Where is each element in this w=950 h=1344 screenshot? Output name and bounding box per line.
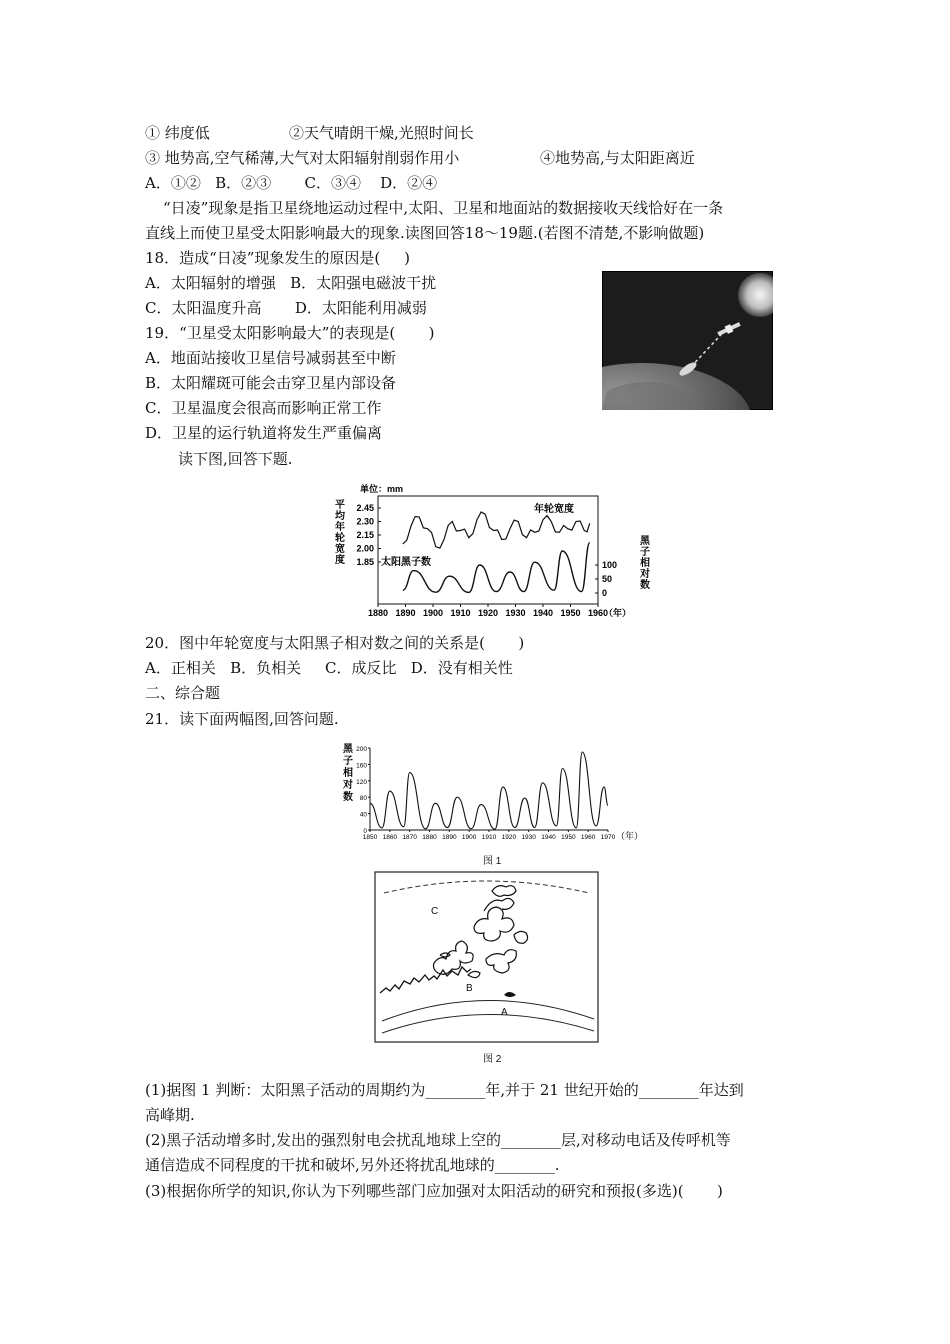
left-tick-label: 2.00	[356, 543, 374, 554]
fig1-y-tick-label: 40	[359, 811, 367, 819]
x-axis-unit: （年）	[604, 608, 632, 618]
satellite-photo	[602, 271, 773, 410]
fig1-axis-label-char: 黑	[343, 744, 353, 755]
q17-option-2: ②天气晴朗干燥,光照时间长	[289, 124, 474, 142]
fig1-x-tick-label: 1920	[501, 834, 517, 841]
left-axis-label-char: 平	[335, 500, 345, 511]
x-tick-label: 1950	[560, 608, 581, 618]
q20-choices: A．正相关 B．负相关 C．成反比 D．没有相关性	[145, 659, 513, 677]
right-axis-label-char: 数	[640, 580, 650, 591]
fig1-axis-label-char: 子	[343, 756, 353, 767]
q19-choice-c: C．卫星温度会很高而影响正常工作	[145, 399, 382, 417]
x-tick-label: 1940	[532, 608, 554, 618]
fig1-y-tick-label: 120	[356, 778, 367, 786]
left-tick-label: 2.15	[356, 530, 374, 540]
fig1-x-tick-label: 1930	[521, 834, 536, 841]
label-c: C	[431, 906, 439, 917]
q17-option-4: ④地势高,与太阳距离近	[540, 149, 695, 167]
x-tick-label: 1880	[367, 608, 389, 618]
left-axis-label-char: 均	[335, 511, 345, 522]
q18-choices-cd: C．太阳温度升高 D．太阳能利用减弱	[145, 299, 427, 317]
fig1-y-tick-label: 0	[363, 828, 367, 835]
q19-choice-d: D．卫星的运行轨道将发生严重偏离	[145, 424, 383, 442]
fig1-x-tick-label: 1900	[461, 834, 477, 841]
fig1-x-tick-label: 1970	[600, 834, 616, 841]
q21-part2-line2: 通信造成不同程度的干扰和破坏,另外还将扰乱地球的________.	[145, 1156, 560, 1174]
fig2-caption: 图 2	[483, 1054, 502, 1065]
series-label-tree-ring: 年轮宽度	[534, 504, 574, 515]
fig1-sunspot-line	[370, 752, 608, 829]
right-axis-label-char: 相	[640, 558, 650, 569]
left-tick-label: 2.45	[356, 503, 374, 513]
right-tick-label: 0	[602, 588, 608, 598]
label-b: B	[466, 983, 473, 994]
left-axis-label-char: 年	[335, 522, 345, 533]
right-tick-label: 50	[602, 574, 613, 584]
right-axis-label-char: 对	[640, 569, 650, 580]
fig1-x-tick-label: 1890	[442, 834, 457, 841]
fig1-x-tick-label: 1940	[541, 834, 556, 841]
x-tick-label: 1920	[477, 608, 499, 618]
left-tick-label: 2.30	[356, 516, 374, 527]
x-tick-label: 1890	[395, 608, 416, 618]
fig1-x-tick-label: 1950	[561, 834, 576, 841]
series-label-sunspot: 太阳黑子数	[381, 557, 431, 568]
q21-part1-line1: (1)据图 1 判断：太阳黑子活动的周期约为________年,并于 21 世纪开始的________年达到	[145, 1081, 744, 1099]
q18-choices-ab: A．太阳辐射的增强 B．太阳强电磁波干扰	[145, 274, 437, 292]
fig1-axis-label-char: 相	[343, 768, 353, 779]
q21-stem: 21．读下面两幅图,回答问题.	[145, 710, 339, 728]
q21-part2-line1: (2)黑子活动增多时,发出的强烈射电会扰乱地球上空的________层,对移动电话及传呼机等	[145, 1131, 731, 1149]
sunspot-chart-fig1	[340, 742, 670, 847]
q21-part3: (3)根据你所学的知识,你认为下列哪些部门应加强对太阳活动的研究和预报(多选)( )	[145, 1182, 723, 1200]
fig1-axis-label-char: 对	[343, 780, 353, 791]
fig1-caption: 图 1	[483, 856, 502, 867]
tree-ring-sunspot-chart	[320, 480, 660, 620]
left-tick-label: 1.85	[356, 557, 374, 567]
read-prompt: 读下图,回答下题.	[178, 450, 293, 468]
q17-choices: A．①② B．②③ C．③④ D．②④	[145, 174, 438, 192]
q17-option-1: ① 纬度低	[145, 124, 210, 142]
rilin-intro-line-1: “日凌”现象是指卫星绕地运动过程中,太阳、卫星和地面站的数据接收天线恰好在一条	[163, 199, 724, 217]
solar-diagram-fig2	[374, 871, 599, 1043]
fig1-x-tick-label: 1860	[382, 834, 398, 841]
left-axis-label-char: 轮	[335, 533, 345, 544]
q19-choice-b: B．太阳耀斑可能会击穿卫星内部设备	[145, 374, 397, 392]
fig1-y-tick-label: 200	[356, 746, 367, 753]
fig1-x-tick-label: 1910	[481, 834, 497, 841]
fig1-x-tick-label: 1850	[362, 834, 378, 841]
q21-part1-line2: 高峰期.	[145, 1106, 195, 1124]
rilin-intro-line-2: 直线上而使卫星受太阳影响最大的现象.读图回答18～19题.(若图不清楚,不影响做题)	[145, 224, 705, 242]
right-tick-label: 100	[602, 560, 618, 570]
fig1-x-tick-label: 1880	[422, 834, 437, 841]
x-tick-label: 1910	[450, 608, 471, 618]
x-tick-label: 1960	[587, 608, 609, 618]
unit-label: 单位：mm	[360, 484, 404, 494]
fig1-x-tick-label: 1870	[402, 834, 417, 841]
right-axis-label-char: 子	[640, 547, 650, 558]
x-tick-label: 1930	[505, 608, 526, 618]
q19-stem: 19．“卫星受太阳影响最大”的表现是( )	[145, 324, 435, 342]
fig1-axis-label-char: 数	[343, 792, 353, 803]
label-a: A	[501, 1007, 508, 1018]
q19-choice-a: A．地面站接收卫星信号减弱甚至中断	[145, 349, 396, 367]
fig1-x-axis-unit: （年）	[616, 831, 644, 841]
right-axis-label-char: 黑	[640, 536, 650, 547]
fig1-y-tick-label: 160	[356, 762, 367, 770]
fig1-y-tick-label: 80	[359, 795, 367, 803]
q20-stem: 20．图中年轮宽度与太阳黑子相对数之间的关系是( )	[145, 634, 525, 652]
q17-option-3: ③ 地势高,空气稀薄,大气对太阳辐射削弱作用小	[145, 149, 460, 167]
tree-ring-width-line	[403, 512, 590, 548]
left-axis-label-char: 度	[335, 555, 345, 566]
fig1-x-tick-label: 1960	[580, 834, 596, 841]
section-two-title: 二、综合题	[145, 684, 221, 702]
left-axis-label-char: 宽	[335, 544, 345, 555]
q18-stem: 18．造成“日凌”现象发生的原因是( )	[145, 249, 410, 267]
x-tick-label: 1900	[422, 608, 444, 618]
